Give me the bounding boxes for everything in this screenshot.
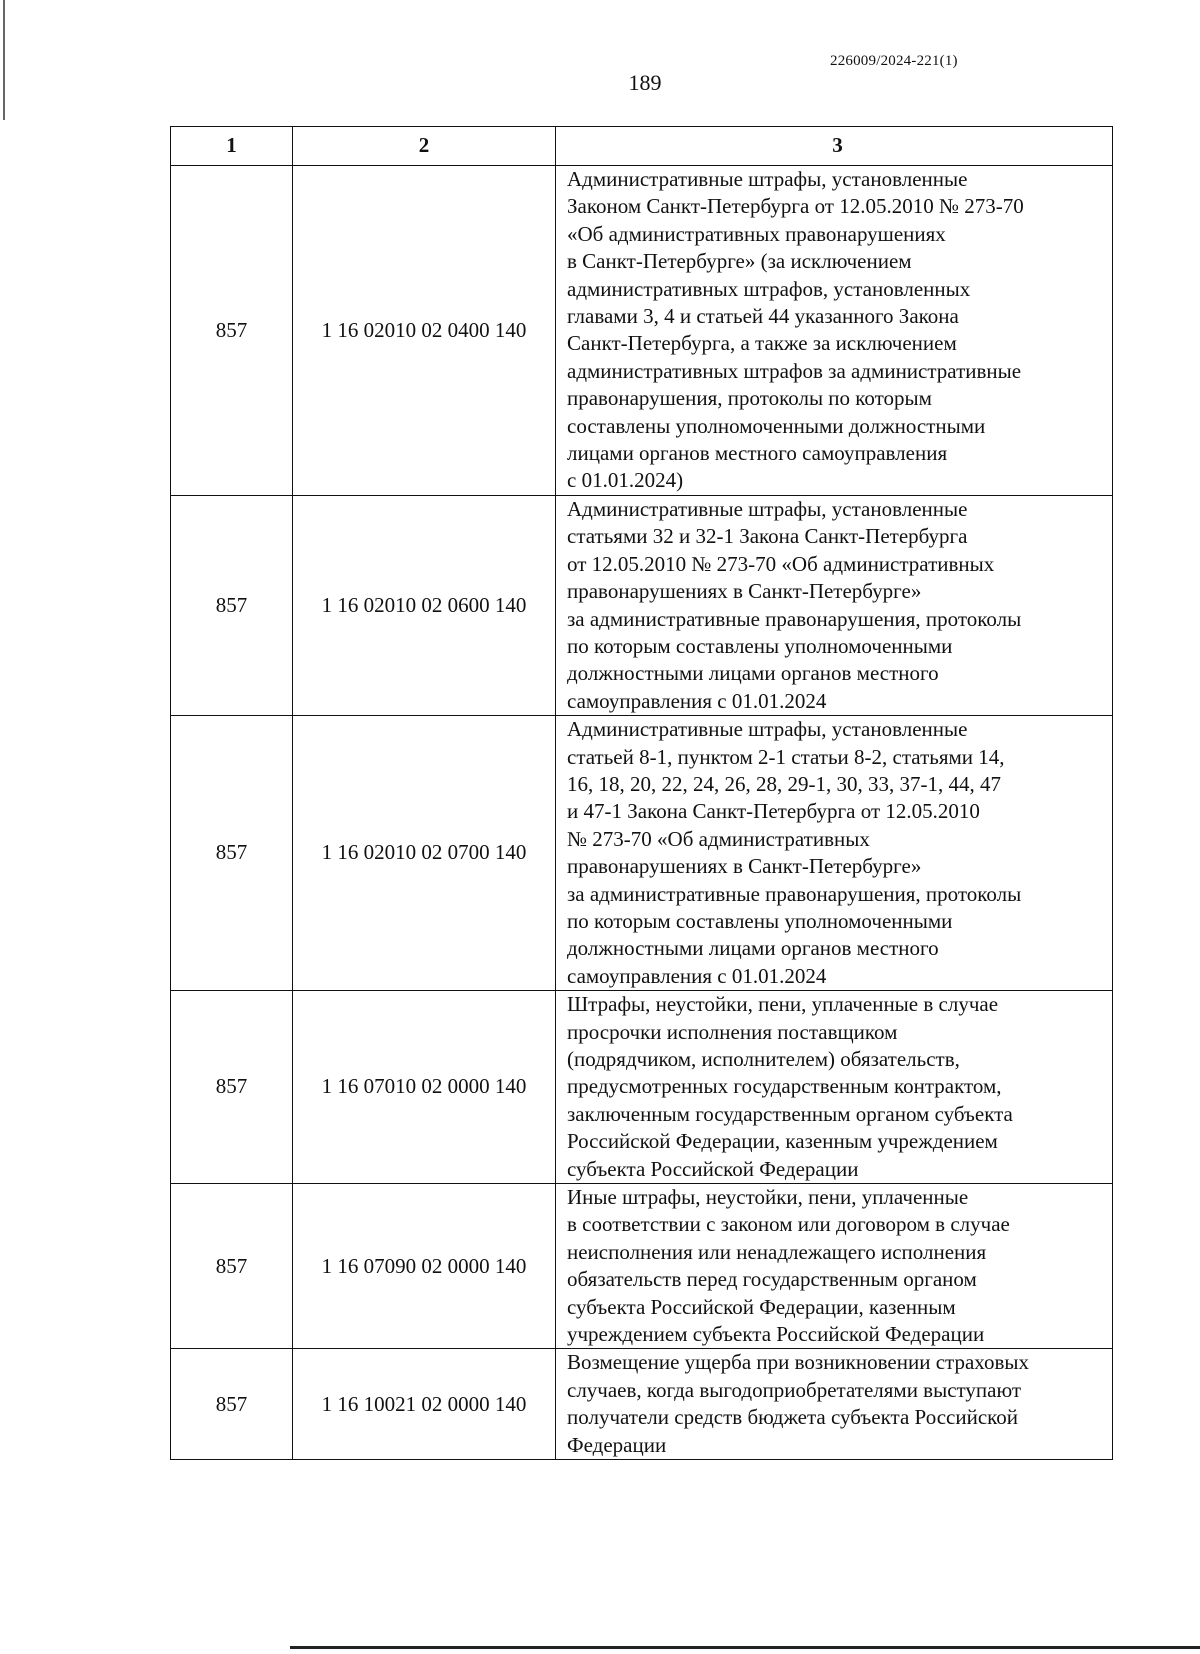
revenue-code-cell: 1 16 07090 02 0000 140 xyxy=(293,1184,556,1349)
page-number: 189 xyxy=(628,70,662,95)
description-text: Административные штрафы, установленные Законом Санкт-Петербурга от 12.05.2010 № 273-70 «Об административных правонарушениях в Санкт-Петербурге» (за исключением административных штрафов, установленных главами 3, 4 и статьей 44 указанного Закона Санкт-Петербурга, а также за исключением административных штрафов за административные правонарушения, протоколы по которым составлены уполномоченными должностными лицами органов местного самоуправления с 01.01.2024) xyxy=(567,167,1024,493)
admin-code-cell: 857 xyxy=(171,166,293,496)
revenue-code-cell: 1 16 02010 02 0600 140 xyxy=(293,495,556,715)
table-row xyxy=(171,1184,1113,1349)
admin-code-cell: 857 xyxy=(171,1349,293,1460)
revenue-code-cell: 1 16 07010 02 0000 140 xyxy=(293,991,556,1184)
scan-edge-mark xyxy=(3,0,5,120)
document-id: 226009/2024-221(1) xyxy=(830,53,958,69)
revenue-code-cell: 1 16 02010 02 0700 140 xyxy=(293,716,556,991)
revenue-code-cell: 1 16 10021 02 0000 140 xyxy=(293,1349,556,1460)
description-text: Возмещение ущерба при возникновении страховых случаев, когда выгодоприобретателями выступают получатели средств бюджета субъекта Российской Федерации xyxy=(567,1350,1029,1457)
description-text: Административные штрафы, установленные статьями 32 и 32-1 Закона Санкт-Петербурга от 12.05.2010 № 273-70 «Об административных правонарушениях в Санкт-Петербурге» за административные правонарушения, протоколы по которым составлены уполномоченными должностными лицами органов местного самоуправления с 01.01.2024 xyxy=(567,496,1022,713)
table-row xyxy=(171,495,1113,715)
revenue-code-cell: 1 16 02010 02 0400 140 xyxy=(293,166,556,496)
revenue-codes-table xyxy=(170,126,1113,1460)
column-header-3: 3 xyxy=(556,127,1113,166)
table-header-row xyxy=(171,127,1113,166)
bottom-edge-line xyxy=(290,1646,1200,1649)
table-row xyxy=(171,1349,1113,1460)
table-row xyxy=(171,166,1113,496)
description-text: Иные штрафы, неустойки, пени, уплаченные в соответствии с законом или договором в случае неисполнения или ненадлежащего исполнения обязательств перед государственным органом субъекта Российской Федерации, казенным учреждением субъекта Российской Федерации xyxy=(567,1185,1010,1347)
description-cell xyxy=(556,991,1113,1184)
description-cell xyxy=(556,1349,1113,1460)
column-header-1: 1 xyxy=(171,127,293,166)
column-header-2: 2 xyxy=(293,127,556,166)
description-cell xyxy=(556,1184,1113,1349)
description-text: Административные штрафы, установленные статьей 8-1, пунктом 2-1 статьи 8-2, статьями 14, 16, 18, 20, 22, 24, 26, 28, 29-1, 30, 33, 37-1, 44, 47 и 47-1 Закона Санкт-Петербурга от 12.05.2010 № 273-70 «Об административных правонарушениях в Санкт-Петербурге» за административные правонарушения, протоколы по которым составлены уполномоченными должностными лицами органов местного самоуправления с 01.01.2024 xyxy=(567,717,1022,988)
admin-code-cell: 857 xyxy=(171,1184,293,1349)
table-row xyxy=(171,991,1113,1184)
description-text: Штрафы, неустойки, пени, уплаченные в случае просрочки исполнения поставщиком (подрядчиком, исполнителем) обязательств, предусмотренных государственным контрактом, заключенным государственным органом субъекта Российской Федерации, казенным учреждением субъекта Российской Федерации xyxy=(567,992,1013,1181)
description-cell xyxy=(556,166,1113,496)
table-row xyxy=(171,716,1113,991)
admin-code-cell: 857 xyxy=(171,991,293,1184)
description-cell xyxy=(556,716,1113,991)
description-cell xyxy=(556,495,1113,715)
admin-code-cell: 857 xyxy=(171,495,293,715)
admin-code-cell: 857 xyxy=(171,716,293,991)
